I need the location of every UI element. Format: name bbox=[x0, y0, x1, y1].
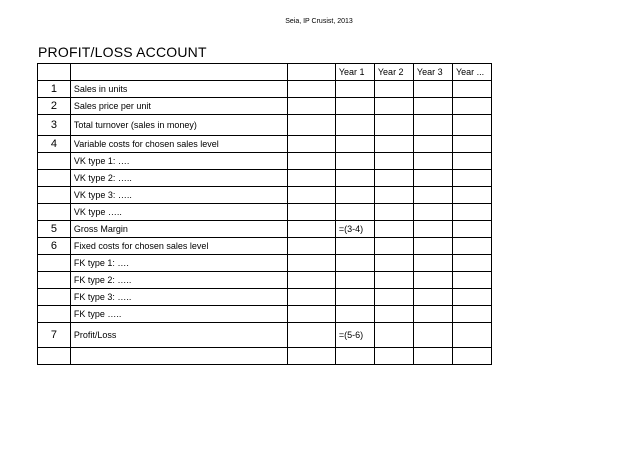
row-label: VK type 3: ….. bbox=[70, 187, 287, 204]
header-desc-cell bbox=[70, 64, 287, 81]
table-row bbox=[38, 153, 492, 170]
formula-cell bbox=[335, 81, 374, 98]
formula-cell bbox=[335, 289, 374, 306]
row-label: FK type 1: …. bbox=[70, 255, 287, 272]
formula-cell bbox=[335, 306, 374, 323]
table-row bbox=[38, 238, 492, 255]
row-number bbox=[38, 255, 71, 272]
formula-cell bbox=[335, 272, 374, 289]
table-row bbox=[38, 306, 492, 323]
profit-loss-table bbox=[37, 63, 492, 365]
year-3-header: Year 3 bbox=[413, 64, 452, 81]
row-label: VK type 1: …. bbox=[70, 153, 287, 170]
formula-cell: =(5-6) bbox=[335, 323, 374, 348]
table-row bbox=[38, 204, 492, 221]
formula-cell bbox=[335, 153, 374, 170]
row-number bbox=[38, 153, 71, 170]
row-number: 5 bbox=[38, 221, 71, 238]
row-label: Sales in units bbox=[70, 81, 287, 98]
formula-cell bbox=[335, 170, 374, 187]
row-label: VK type ….. bbox=[70, 204, 287, 221]
table-row bbox=[38, 136, 492, 153]
header-num-cell bbox=[38, 64, 71, 81]
table-row bbox=[38, 272, 492, 289]
row-label: Profit/Loss bbox=[70, 323, 287, 348]
row-number bbox=[38, 170, 71, 187]
formula-cell bbox=[335, 98, 374, 115]
row-number: 3 bbox=[38, 115, 71, 136]
formula-cell bbox=[335, 204, 374, 221]
row-number bbox=[38, 187, 71, 204]
table-row bbox=[38, 170, 492, 187]
row-label: Variable costs for chosen sales level bbox=[70, 136, 287, 153]
table-row bbox=[38, 115, 492, 136]
year-2-header: Year 2 bbox=[374, 64, 413, 81]
table-row bbox=[38, 98, 492, 115]
formula-cell bbox=[335, 115, 374, 136]
row-label: FK type 3: ….. bbox=[70, 289, 287, 306]
formula-cell bbox=[335, 136, 374, 153]
row-number: 1 bbox=[38, 81, 71, 98]
formula-cell: =(3-4) bbox=[335, 221, 374, 238]
row-label: Gross Margin bbox=[70, 221, 287, 238]
table-row bbox=[38, 221, 492, 238]
table-row bbox=[38, 323, 492, 348]
table-row bbox=[38, 187, 492, 204]
formula-cell bbox=[335, 187, 374, 204]
row-label: VK type 2: ….. bbox=[70, 170, 287, 187]
document-title: PROFIT/LOSS ACCOUNT bbox=[38, 44, 207, 60]
row-label: FK type ….. bbox=[70, 306, 287, 323]
row-number bbox=[38, 272, 71, 289]
header-blank-cell bbox=[287, 64, 335, 81]
row-number: 7 bbox=[38, 323, 71, 348]
row-number: 2 bbox=[38, 98, 71, 115]
year-n-header: Year ... bbox=[452, 64, 491, 81]
year-1-header: Year 1 bbox=[335, 64, 374, 81]
header-note: Seia, IP Crusist, 2013 bbox=[285, 18, 353, 25]
row-label: Fixed costs for chosen sales level bbox=[70, 238, 287, 255]
row-number: 4 bbox=[38, 136, 71, 153]
table-header-row bbox=[38, 64, 492, 81]
table-row bbox=[38, 289, 492, 306]
table-row bbox=[38, 81, 492, 98]
table-row bbox=[38, 255, 492, 272]
row-label: Total turnover (sales in money) bbox=[70, 115, 287, 136]
row-number bbox=[38, 289, 71, 306]
row-number: 6 bbox=[38, 238, 71, 255]
formula-cell bbox=[335, 238, 374, 255]
row-number bbox=[38, 306, 71, 323]
table-row-empty bbox=[38, 348, 492, 365]
row-label: Sales price per unit bbox=[70, 98, 287, 115]
row-number bbox=[38, 204, 71, 221]
formula-cell bbox=[335, 255, 374, 272]
row-label: FK type 2: ….. bbox=[70, 272, 287, 289]
